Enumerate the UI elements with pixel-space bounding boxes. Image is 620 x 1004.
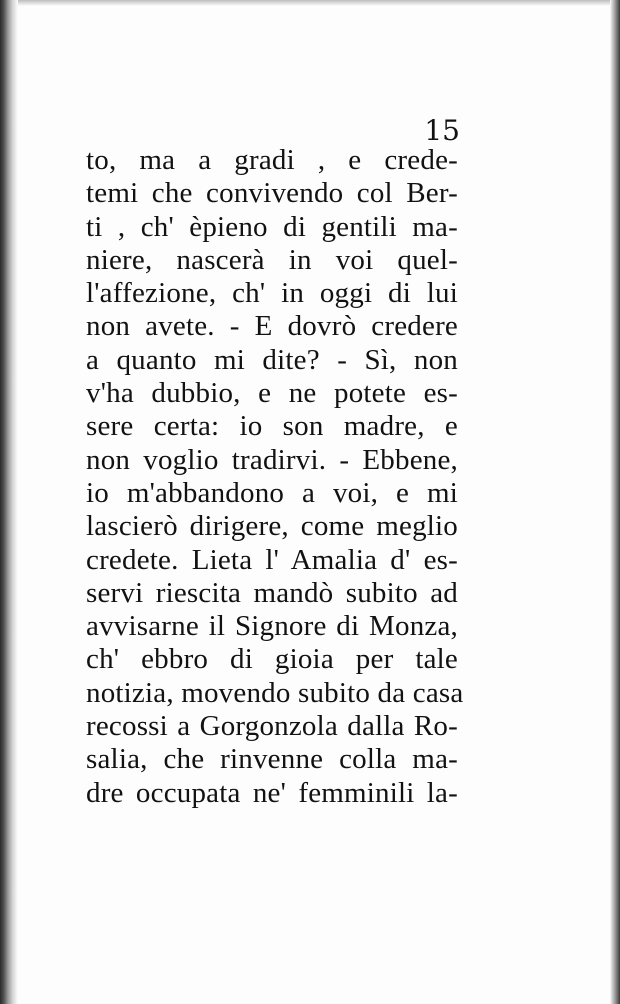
text-line: dre occupata ne' femminili la- <box>86 776 458 809</box>
text-line: non voglio tradirvi. - Ebbene, <box>86 443 458 476</box>
text-line: non avete. - E dovrò credere <box>86 310 458 343</box>
text-line: l'affezione, ch' in oggi di lui <box>86 277 458 310</box>
page-binding-edge <box>0 0 18 1004</box>
text-line: credete. Lieta l' Amalia d' es- <box>86 543 458 576</box>
page-top-edge <box>0 0 620 6</box>
text-line: salia, che rinvenne colla ma- <box>86 743 458 776</box>
text-line: v'ha dubbio, e ne potete es- <box>86 377 458 410</box>
text-line: temi che convivendo col Ber- <box>86 177 458 210</box>
text-line: sere certa: io son madre, e <box>86 410 458 443</box>
text-line: to, ma a gradi , e crede- <box>86 144 458 176</box>
text-line: ch' ebbro di gioia per tale <box>86 643 458 676</box>
text-line: ti , ch' èpieno di gentili ma- <box>86 210 458 243</box>
text-line: servi riescita mandò subito ad <box>86 576 458 609</box>
page-number: 15 <box>424 114 460 147</box>
text-line: avvisarne il Signore di Monza, <box>86 610 458 643</box>
body-text <box>86 144 464 810</box>
text-line: a quanto mi dite? - Sì, non <box>86 343 458 376</box>
text-line: notizia, movendo subito da casa <box>86 676 464 709</box>
text-line: lascierò dirigere, come meglio <box>86 510 458 543</box>
text-line: recossi a Gorgonzola dalla Ro- <box>86 710 458 743</box>
text-line: niere, nascerà in voi quel- <box>86 243 458 276</box>
text-line: io m'abbandono a voi, e mi <box>86 476 458 509</box>
page-right-edge <box>610 0 620 1004</box>
